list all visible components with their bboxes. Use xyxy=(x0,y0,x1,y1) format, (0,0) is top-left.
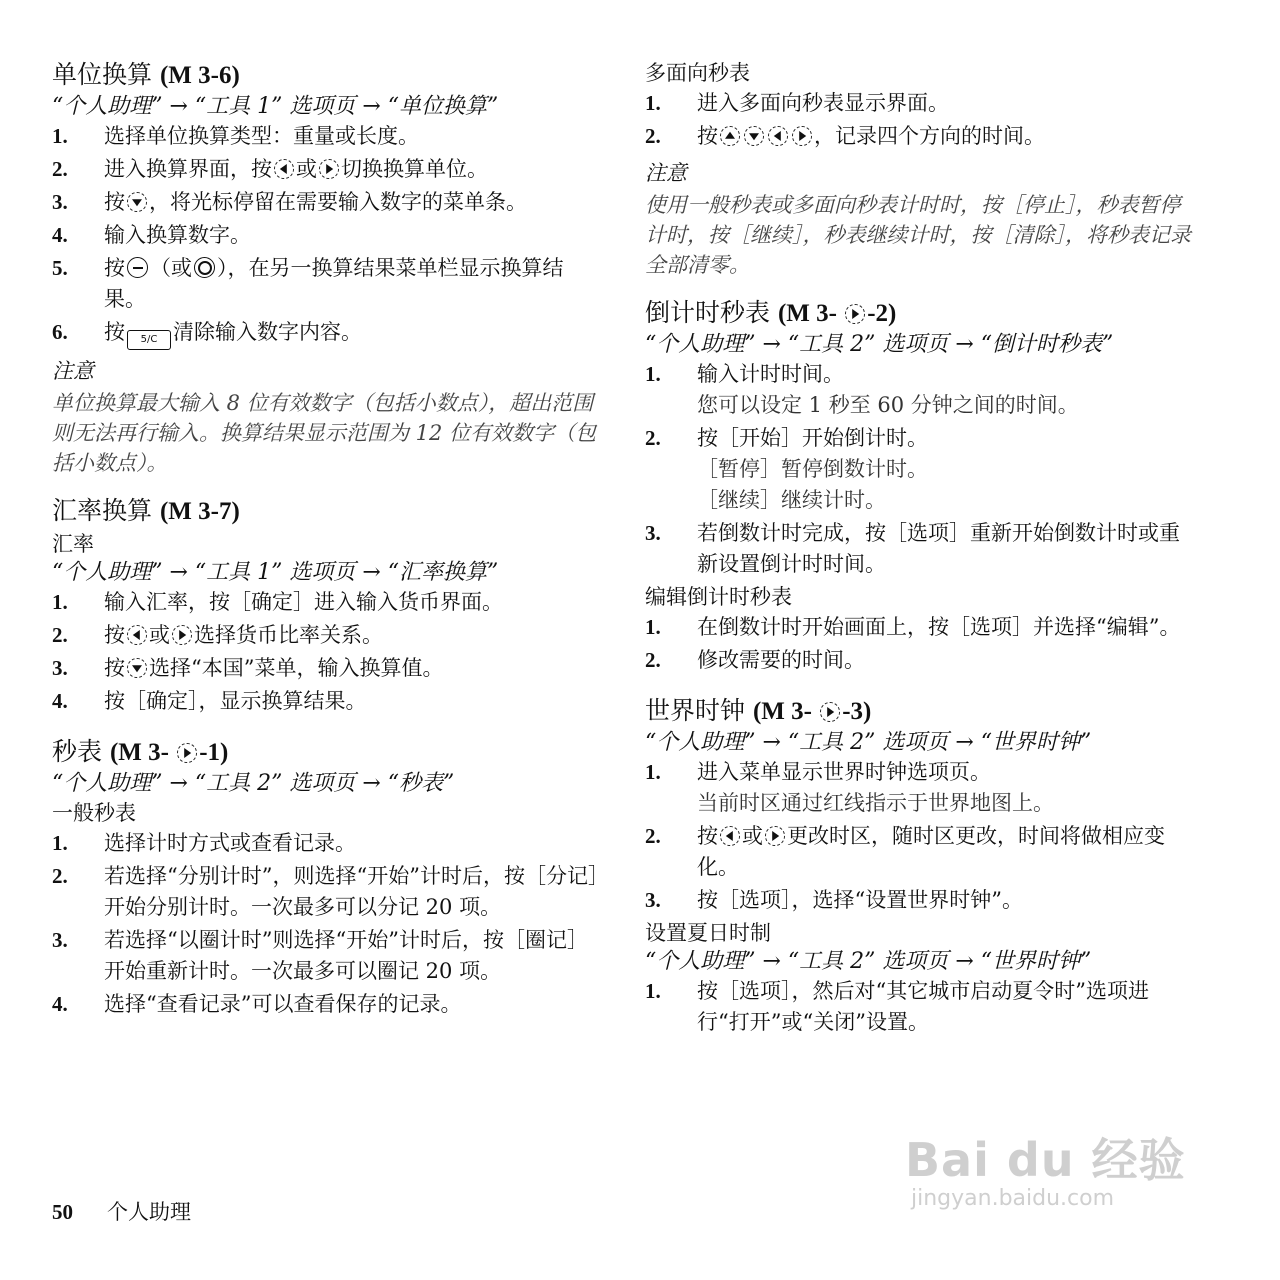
ok-key-icon xyxy=(194,257,215,278)
left-key-icon xyxy=(274,159,294,179)
list-item: 6. 按 5/C 清除输入数字内容。 xyxy=(52,317,600,350)
steps-list xyxy=(645,359,1193,580)
subsection-title: 一般秒表 xyxy=(52,801,136,825)
list-item: 1. 输入计时时间。 您可以设定 1 秒至 60 分钟之间的时间。 xyxy=(645,362,1079,417)
list-item: 4. 输入换算数字。 xyxy=(52,223,251,247)
left-key-icon xyxy=(127,625,147,645)
page-footer xyxy=(52,1196,191,1226)
right-key-icon xyxy=(172,625,192,645)
right-key-icon xyxy=(765,826,785,846)
list-item: 2. 按 或 选择货币比率关系。 xyxy=(52,623,383,647)
menu-path: “个人助理” → “工具 1” 选项页 → “单位换算” xyxy=(52,94,499,119)
section-title-unit-conversion: 单位换算 (M 3-6) xyxy=(52,60,240,89)
list-item: 4. 按［确定］，显示换算结果。 xyxy=(52,689,367,713)
right-key-icon xyxy=(177,743,197,763)
menu-path: “个人助理” → “工具 2” 选项页 → “世界时钟” xyxy=(645,730,1092,755)
list-item: 5. 按 （或 ），在另一换算结果菜单栏显示换算结果。 xyxy=(52,256,564,311)
list-item: 1. 按［选项］，然后对“其它城市启动夏令时”选项进行“打开”或“关闭”设置。 xyxy=(645,979,1149,1034)
menu-path: “个人助理” → “工具 2” 选项页 → “世界时钟” xyxy=(645,949,1092,974)
subsection-title: 多面向秒表 xyxy=(645,61,750,85)
note-text: 使用一般秒表或多面向秒表计时时，按［停止］，秒表暂停计时，按［继续］，秒表继续计时，按［清除］，将秒表记录全部清零。 xyxy=(645,193,1191,277)
steps-list xyxy=(52,828,600,1020)
list-item: 2. 按［开始］开始倒计时。 ［暂停］暂停倒数计时。 ［继续］继续计时。 xyxy=(645,426,928,512)
right-column xyxy=(645,58,1193,1040)
list-item: 2. 修改需要的时间。 xyxy=(645,648,865,672)
steps-list xyxy=(645,757,1193,916)
list-item: 2. 若选择“分别计时”，则选择“开始”计时后，按［分记］开始分别计时。一次最多可以分记 20 项。 xyxy=(52,864,599,919)
right-key-icon xyxy=(792,126,812,146)
section-title-currency-conversion: 汇率换算 (M 3-7) xyxy=(52,496,240,525)
list-item: 1. 选择单位换算类型：重量或长度。 xyxy=(52,124,419,148)
steps-list xyxy=(645,88,1193,152)
minus-key-icon xyxy=(127,257,148,278)
list-item: 1. 在倒数计时开始画面上，按［选项］并选择“编辑”。 xyxy=(645,615,1181,639)
list-item: 1. 选择计时方式或查看记录。 xyxy=(52,831,356,855)
list-item: 3. 若倒数计时完成，按［选项］重新开始倒数计时或重新设置倒计时时间。 xyxy=(645,521,1180,576)
list-item: 2. 按 或 更改时区，随时区更改，时间将做相应变化。 xyxy=(645,824,1165,879)
steps-list xyxy=(645,612,1193,676)
list-item: 3. 按 ，将光标停留在需要输入数字的菜单条。 xyxy=(52,190,527,214)
watermark xyxy=(905,1135,1205,1225)
list-item: 1. 输入汇率，按［确定］进入输入货币界面。 xyxy=(52,590,503,614)
right-key-icon xyxy=(319,159,339,179)
watermark-logo: Bai du 经验 xyxy=(905,1133,1186,1187)
list-item: 3. 按［选项］，选择“设置世界时钟”。 xyxy=(645,888,1023,912)
left-column xyxy=(52,58,600,1022)
watermark-url: jingyan.baidu.com xyxy=(911,1186,1115,1211)
note-label: 注意 xyxy=(645,161,687,185)
up-key-icon xyxy=(720,126,740,146)
right-key-icon xyxy=(845,304,865,324)
clear-key-icon: 5/C xyxy=(127,330,171,350)
down-key-icon xyxy=(127,658,147,678)
subsection-title: 设置夏日时制 xyxy=(645,921,771,945)
note-label: 注意 xyxy=(52,359,94,383)
steps-list xyxy=(645,976,1193,1038)
list-item: 2. 进入换算界面，按 或 切换换算单位。 xyxy=(52,157,488,181)
menu-path: “个人助理” → “工具 1” 选项页 → “汇率换算” xyxy=(52,560,499,585)
list-item: 1. 进入多面向秒表显示界面。 xyxy=(645,91,949,115)
page-number: 50 xyxy=(52,1200,73,1224)
menu-path: “个人助理” → “工具 2” 选项页 → “秒表” xyxy=(52,771,455,796)
steps-list xyxy=(52,121,600,350)
section-title-world-clock: 世界时钟 (M 3- -3) xyxy=(645,696,872,725)
right-key-icon xyxy=(820,702,840,722)
subsection-title: 汇率 xyxy=(52,532,94,556)
left-key-icon xyxy=(768,126,788,146)
list-item: 3. 按 选择“本国”菜单，输入换算值。 xyxy=(52,656,444,680)
steps-list xyxy=(52,587,600,717)
footer-label: 个人助理 xyxy=(107,1200,191,1224)
list-item: 4. 选择“查看记录”可以查看保存的记录。 xyxy=(52,992,462,1016)
list-item: 2. 按 ，记录四个方向的时间。 xyxy=(645,124,1045,148)
left-key-icon xyxy=(720,826,740,846)
section-title-countdown: 倒计时秒表 (M 3- -2) xyxy=(645,298,897,327)
note-text: 单位换算最大输入 8 位有效数字（包括小数点），超出范围则无法再行输入。换算结果显示范围为 12 位有效数字（包括小数点）。 xyxy=(52,391,597,475)
section-title-stopwatch: 秒表 (M 3- -1) xyxy=(52,737,229,766)
menu-path: “个人助理” → “工具 2” 选项页 → “倒计时秒表” xyxy=(645,332,1114,357)
down-key-icon xyxy=(127,192,147,212)
subsection-title: 编辑倒计时秒表 xyxy=(645,585,792,609)
list-item: 3. 若选择“以圈计时”则选择“开始”计时后，按［圈记］开始重新计时。一次最多可以圈记 20 项。 xyxy=(52,928,588,983)
list-item: 1. 进入菜单显示世界时钟选项页。 当前时区通过红线指示于世界地图上。 xyxy=(645,760,1054,815)
down-key-icon xyxy=(744,126,764,146)
